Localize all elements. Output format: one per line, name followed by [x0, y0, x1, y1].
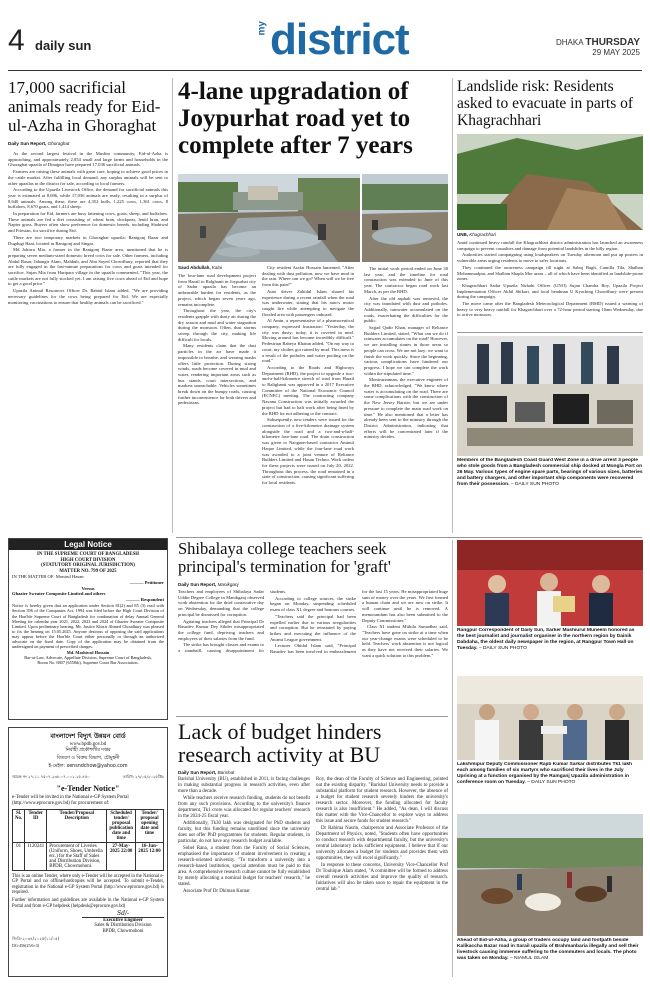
bu-paragraph: Roy, the dean of the Faculty of Science and Engineering, pointed out the existing disparity. "Barishal University needs to provide a substantial platform for student research. However, the absence of a budget for student research severely hinders the university's research sector. Moreover, the funding allocated for faculty research is also insufficient." He added, "As dean, I will discuss this matter with the Vice-Chancellor to explore ways to address this issue and secure funds for student research.": [316, 777, 448, 824]
bu-paragraph: Additionally, Tk30 lakh was designated for PhD students and faculty, but this funding remains unutilised since the university does not offer PhD programmes for students. Regular students, in particular, do not have any research budget available.: [178, 821, 310, 844]
tender-engineer-org: BPDB, Chowmohoni: [102, 928, 144, 934]
shibalaya-paragraph: Lecturer Ohidul Islam said, "Principal Basudev has been involved in embezzlement for the last 15 years. He misappropriated huge sum of money over the years. We first formed a human chain and we are now on strike. It will continue until he is removed. A memorandum has also been submitted to the Deputy Commissioner.": [270, 589, 448, 655]
bu-byline: Daily Sun Report, Barishal: [178, 770, 235, 775]
legal-notice-heading: Legal Notice: [9, 539, 167, 550]
shibalaya-paragraph: The strike has brought classes and exams to a standstill, causing disappointment for students.: [178, 589, 287, 654]
tender-sl: 01: [13, 842, 25, 870]
bu-paragraph: Barishal University (BU), established in 2011, is facing challenges in making substantial progress in research activities, even after more than a decade.: [178, 777, 310, 794]
tender-description: Procurement of Liveries (Uniform, Shoes, Umbrella etc.) for the Staff of Sales and Distribution Division, BPDB, Chowmohoni.: [47, 842, 107, 870]
eid-market-caption: Ahead of Eid-ul-Azha, a group of traders occupy land and footpath beside Kalikaccha Bazar road in Sarail upazila of Brahmanbaria illegally and sell their livestock causing immense suffering to the commuters and locals. The photo was taken on Monday. – NIAMUL ISLAM: [457, 938, 639, 961]
table-row: [13, 842, 164, 870]
tender-id: 1120241: [25, 842, 47, 870]
landslide-paragraph: Amid continued heavy rainfall the Khagrachhari district administration has launched an awareness campaign to prevent casualties and damage from potential landslides in the hilly region.: [457, 240, 643, 251]
road-paragraph: Sajjad Qadir Khan, manager of Reliance Builders Limited, stated, "What can we do if rainwater accumulates on the road? However, we are installing stones in those areas so people can cross. We are not lazy; we want to finish the work quickly. Since the beginning, various complications have hindered our progress. I hope we can complete the work within the stipulated time.": [364, 325, 448, 376]
landslide-story: [457, 78, 643, 330]
road-paragraph: City resident Arafat Hossain lamented, "After dealing with dust pollution, now we have mud in the rain. Where can we go? When will we be free from this pain?": [262, 265, 354, 288]
animals-paragraph: In preparation for Eid, farmers are busy fattening cows, goats, sheep, and buffaloes. These animals are fed a diet consisting of wheat bran, chickpeas, lentil bran, and Napier grass. Buyers often show preference for domestic breeds, including Shahiwal and Friesian, for sacrifice during Eid.: [8, 211, 168, 234]
legal-in-the-matter: IN THE MATTER OF: Monirul Hasan: [12, 574, 84, 580]
animals-paragraph: Md Johirru Mia, a farmer in the Ranigonj Bazar area, mentioned that he is preparing seven medium-sized domestic breed cows for sale. Other farmers, including Abdul Basar, Jahangir Alam, Mahbub, and Abu Sayed Chowdhury, reported that they are fully engaged in the last-minute preparations for cows and goats intended for sacrifice. Sujan Mia from Haripara village in the upazila commented, "This year, the cattle markets are not fully stocked yet. I am raising five cows ahead of Eid and hope to get a good price.": [8, 247, 168, 287]
legal-signatory: Md. Mashiwul Hossain: [66, 650, 110, 656]
masthead-rule: [8, 70, 642, 71]
legal-jurisdiction: (STATUTORY ORIGINAL JURISDICTION): [41, 563, 135, 569]
legal-signatory-room: Room No. 6807 (6558th), Supreme Court Bar Association.: [37, 660, 139, 666]
flooded-road-photo: [178, 174, 360, 262]
legal-notice: [8, 538, 168, 720]
landslide-credit: UNB, Khagrachhari: [457, 232, 497, 237]
bu-story: [178, 770, 448, 978]
dateline: [556, 38, 640, 58]
landslide-photo: [457, 134, 643, 230]
tender-table: [12, 809, 164, 871]
dateline-city: DHAKA: [556, 38, 584, 47]
tender-ad-code-bn: জিডি-২০৩৪/২০২৫(১১/০৫): [12, 935, 60, 941]
animals-headline: 17,000 sacrificial animals ready for Eid-ul-Azha in Ghoraghat: [8, 78, 161, 135]
tender-signature: Sd/-: [117, 910, 129, 918]
tender-title: "e-Tender Notice": [56, 784, 120, 793]
coastguard-photo: [457, 336, 643, 456]
legal-versus: Versus: [81, 585, 95, 591]
road-paragraph: Subsequently, new tenders were issued for the construction of a five-kilometre drainage system alongside the road and a two-and-a-half-kilometre four-lane road. The drain construction was given to Naogaon-based contractor Aminul Haque Limited, while the four-lane road work was awarded to a joint venture of Reliance Builders Limited and Hasan Techno. Work orders for these projects were issued on July 20, 2022. Throughout this process, the road remained in a state of construction, causing significant suffering for local residents.: [262, 417, 354, 486]
rangpur-photo: [457, 540, 643, 626]
coastguard-caption: Members of the Bangladesh Coast Guard West Zone in a drive arrest 3 people who stole goods from a Bangladesh commercial ship docked at Mongla Port on 26 May. Various types of engine spare parts, bearings of various sizes, batteries and battery chargers, and other important ship components were recovered from their possession. – DAILY SUN PHOTO: [457, 458, 643, 487]
tender-division: বিতরণ ও বিক্রয় বিভাগ, চৌমুহনী: [56, 756, 120, 761]
tender-ref: স্মারক নং ২৭.১১.৭৫০৭.২৩৮.০৭.০০২.২৫.৪৫০: [12, 774, 90, 779]
lakshmipur-photo: [457, 676, 643, 760]
shibalaya-byline: Daily Sun Report, Manikganj: [178, 582, 239, 587]
animals-body: [8, 151, 168, 305]
section-rule: [176, 716, 448, 717]
road-paragraph: The initial work period ended on June 30 last year, and the timeline for road construction was extended to June of this year. The contractor began road work last March, as per the RHD.: [364, 266, 448, 294]
tender-footer2: Further information and guidelines are available in the National e-GP System Portal and from e-GP helpdesk (helpdesk@eprocure.gov.bd): [12, 897, 164, 909]
column-divider: [452, 540, 453, 977]
page-number: 4: [8, 24, 25, 57]
section-name: district: [270, 15, 409, 64]
legal-signatory-title: Bar-at-Law, Advocate, Appellate Division, Supreme Court of Bangladesh,: [24, 655, 152, 661]
dateline-day: THURSDAY: [585, 37, 640, 48]
legal-respondent: ——— Respondent: [125, 596, 164, 602]
tender-date: তারিখ: ২৭/০৫/২০২৫খ্রিঃ: [122, 774, 164, 779]
shibalaya-paragraph: According to college sources, the strike began on Monday, suspending scheduled exam of class XI, degree and honours courses.: [270, 595, 356, 613]
shibalaya-paragraph: "Teachers said the principal had been expelled earlier due to various irregularities and corruption. But he reinstated by paying bribes and executing the influence of the Awami League government.: [270, 613, 356, 642]
tender-engineer: Executive Engineer: [82, 917, 164, 924]
section-rule: [457, 332, 643, 333]
dateline-date: 29 MAY 2025: [592, 48, 640, 57]
bu-paragraph: Dr Rahima Nasrin, chairperson and Associate Professor of the Department of Physics, noted, "Students often have opportunities to conduct research with departmental faculty, but the university's central laboratory lacks sufficient equipment. I believe that if our university allocates a budget for students and provides them with opportunities, they will excel significantly.": [316, 826, 448, 861]
road-paragraph: The four-lane road development project from Harail to Ralghanti in Joypurhat city of Sadar upazila has become an unbearable burden for residents, as the project, which began seven years ago, remains incomplete.: [178, 273, 256, 307]
animals-byline: Daily Sun Report, Ghoraghat: [8, 141, 70, 146]
shibalaya-story: [178, 582, 448, 712]
road-photo-credit: Saud Abdullah, Kalai: [178, 265, 222, 270]
legal-respondent-name: Ghazier Sweater Composite Limited and others: [12, 591, 106, 597]
coastguard-caption-credit: – DAILY SUN PHOTO: [510, 482, 559, 487]
road-col-1: [178, 265, 256, 535]
tender-col-header: Sl. No.: [13, 809, 25, 842]
road-paragraph: According to the Roads and Highways Department (RHD), the project to upgrade a two-and-a-half-kilometre stretch of road from Harail to Ralighanti was approved in a 2017 Executive Committee of the National Economic Council (ECNEC) meeting. The contracting company Navana Construction was initially awarded the project but had to halt work after being fined by the RHD for not adhering to the contract.: [262, 364, 354, 416]
landslide-paragraph: Authorities started campaigning using loudspeakers on Tuesday afternoon and put up posters in vulnerable areas urging residents to move to safer locations.: [457, 252, 643, 264]
section-rule: [176, 537, 642, 538]
road-paragraph: Throughout the year, the city's residents grapple with dusty air during the dry season and mud and water stagnation during the monsoon. Often, dust storms sweep through the city, making life difficult for locals.: [178, 308, 256, 342]
seized-goods-photo: [457, 336, 643, 456]
road-paragraph: Auto driver Zahidul Islam shared his experience during a recent rainfall when the road was underwater, stating that his auto's motor caught fire while attempting to navigate the flooded area with passengers onboard.: [262, 288, 354, 317]
tender-org: বাংলাদেশ বিদ্যুৎ উন্নয়ন বোর্ড: [50, 732, 126, 740]
tender-ad-code: DG-456(25/6×3): [12, 942, 40, 948]
animals-paragraph: Farmers are raising these animals with great care, hoping to achieve good prices in the cattle market. After fulfilling local demand, any surplus animals will be sent to other upazilas in the district for sale, according to local farmers.: [8, 169, 168, 186]
bu-col-2: [316, 777, 448, 896]
animals-paragraph: There are two temporary markets in Ghoraghat upazila: Ranigonj Bazar and Dugdugi Haat, located in Ranigonj and Singra.: [8, 234, 168, 246]
bu-paragraph: While teachers receive research funding, students do not benefit from any such provisions. According to the university's finance department, Tk1 crore was allocated for regular teachers' research in the 2024-25 fiscal year.: [178, 796, 310, 819]
section-my-label: my: [256, 21, 268, 36]
tender-notice: [8, 727, 168, 977]
livestock-market-photo: [457, 814, 643, 936]
tender-opening: 16-Jun-2025 12:00: [136, 842, 164, 870]
tender-web: www.bpdb.gov.bd: [69, 742, 107, 747]
tender-col-header: Tender ID: [25, 809, 47, 842]
road-photo: [178, 174, 360, 262]
tender-engineer-div: Sales & Distribution Division: [94, 923, 152, 929]
tender-intro: e-Tender will be invited in the National e-GP System Portal (http://www.eprocure.gov.bd) for procurement of:: [12, 795, 129, 806]
road-paragraph: Moniruzzaman, the executive engineer of the RHD, acknowledged, "We know where water is accumulating on the road. There are some complications with the construction of the New Jersey Barrier, but we are under pressure to complete the main road work on time." He also mentioned that a letter has already been sent to the ministry through the District Administration, indicating that efforts will be concentrated later if the ministry decides.: [364, 377, 448, 440]
road-col-2: [262, 265, 354, 535]
tender-col-header: Tender/Proposal Description: [47, 809, 107, 842]
paper-name: daily sun: [35, 38, 92, 53]
rangpur-caption: Rangpur Correspondent of Daily Sun, Sarker Mashiurul Muneem honored as the best journalist and journalist organiser in the northern region by Dainik Dabdaha, the oldest daily newspaper in the region, at Rangpur Town Hall on Tuesday. – DAILY SUN PHOTO: [457, 628, 635, 651]
shibalaya-paragraph: Teachers and employees of Shibalaya Sadar Uddin Degree College in Manikganj observed work abstention for the third consecutive day on Wednesday, demanding that the college principal be dismissed for corruption.: [178, 589, 264, 617]
eid-market-photo: [457, 814, 643, 936]
bu-paragraph: In response to these concerns, University Vice-Chancellor Prof Dr Touhique Alam stated, "A committee will be formed to address overall research activities and improve the quality of research. Initiatives will also be taken soon to repair the equipment in the central lab.": [316, 863, 448, 892]
shibalaya-headline: Shibalaya college teachers seek principal's termination for 'graft': [178, 540, 391, 576]
animals-paragraph: As the second largest festival in the Muslim community, Eid-ul-Azha is approaching, and approximately 2,054 small and large farms and households in the Ghoraghat upazila of Dinajpur have prepared 17,036 sacrificial animals.: [8, 151, 168, 168]
shibalaya-paragraph: Class XI student Mithila Sumadhar said, "Teachers have gone on strike at a time when our year-change exams were scheduled to be held. Teachers' work abstention is not logical as they have not received their salaries. We want a quick solution to this problem.": [362, 624, 448, 658]
legal-matter: MATTER NO. 799 OF 2025: [59, 568, 117, 574]
bu-paragraph: Sohel Rana, a student from the Faculty of Social Sciences, emphasised the importance of student involvement in creating a research-oriented university. "To transform a university into a research-based institution, special attention must be paid to this area. A comprehensive research culture cannot be fully established by merely allocating a nominal budget for teachers' research," he stated.: [178, 846, 310, 887]
lakshmipur-caption: Lakshmipur Deputy Commissioner Rajib Kumar Sarkar distributes Tk1 lakh each among families of six martyrs who sacrificed their lives in the July Uprising at a function organised by the Ramganj Upazila administration in conference room on Tuesday. – DAILY SUN PHOTO: [457, 762, 633, 785]
shibalaya-paragraph: Agitating teachers alleged that Principal Dr Basudev Kumar Dey Sikder misappropriated the college fund, depriving teachers and employees of their salaries from the fund.: [178, 618, 264, 641]
bu-paragraph: Associate Prof Dr Dhiman Kumar: [183, 889, 250, 894]
eid-market-caption-credit: – NIAMUL ISLAM: [509, 956, 549, 961]
animals-paragraph: Upazila Animal Resources Officer Dr. Rabiul Islam added, "We are providing necessary guidelines for the cows being prepared for Eid. We are especially monitoring vaccinations to ensure that healthy animals can be sacrificed.": [8, 288, 168, 305]
hill-slope-photo: [457, 134, 643, 230]
legal-court: IN THE SUPREME COURT OF BANGLADESH: [37, 552, 139, 557]
landslide-headline: Landslide risk: Residents asked to evacuate in parts of Khagrachhari: [457, 78, 634, 129]
compensation-distribution-photo: [457, 676, 643, 760]
animals-story: [8, 78, 168, 533]
bu-col-1: [178, 777, 310, 896]
landslide-paragraph: They continued the awareness campaign till night at Sabuj Bagh, Camilla Tila, Shalban Mohammadpur, and Shalban Shapla Mor areas – all of which have been identified as landslide-prone zones.: [457, 264, 643, 282]
column-divider: [172, 78, 173, 533]
legal-petitioner: ——— Petitioner: [129, 579, 164, 585]
legal-division: HIGH COURT DIVISION: [60, 557, 116, 563]
landslide-paragraph: Khagrachhari Sadar Upazila Nirbahi Officer (UNO) Sujan Chandra Roy, Upazila Project Implementation Officer Akhil Shikari, and local headman U Kyaching Chowdhury were present during the campaign.: [457, 282, 643, 300]
lakshmipur-caption-credit: – DAILY SUN PHOTO: [527, 780, 576, 785]
tender-email: ই-মেইল: xensndchow@yahoo.com: [48, 764, 128, 769]
road-paragraph: Al Amin, a representative of a pharmaceutical company, expressed frustration: "Yesterday, the city was dusty; today, it is covered in mud. Moving around has become incredibly difficult." Pedestrian Rabeya Khatun added, "On my way to court, my clothes got ruined by mud. This mess is a result of the potholes and water pooling on the road.": [262, 318, 354, 364]
masthead: [0, 0, 650, 72]
animals-paragraph: According to the Upazila Livestock Office, the demand for sacrificial animals this year is estimated at 8,696, while 17,036 animals are ready, resulting in a surplus of 8,640 animals. Among these, there are 4,352 bulls, 1,225 cows, 1,361 cows, 8 buffaloes, 8,670 goats, and 1,414 sheep.: [8, 187, 168, 210]
road-col-3-body: [364, 266, 448, 536]
tender-publication: 27-May-2025 22:00: [107, 842, 136, 870]
road-paragraph: After the old asphalt was removed, the city was inundated with dust and potholes. Additionally, rainwater accumulated on the roads, exacerbating the difficulties for the public.: [364, 295, 448, 324]
tender-office: নির্বাহী প্রকৌশলীর দপ্তর: [65, 748, 111, 753]
tender-col-header: Scheduled tender/ proposal publication date and time: [107, 809, 136, 842]
landslide-paragraph: The move came after the Bangladesh Meteorological Department (BMD) issued a warning of heavy to very heavy rainfall for Khagrachhari over a 72-hour period starting 10am Wednesday, due to active monsoon.: [457, 301, 643, 318]
rangpur-caption-credit: – DAILY SUN PHOTO: [478, 646, 527, 651]
tender-header-row: [13, 809, 164, 842]
road-paragraph: Many residents claim that the dust particles in the air have made it impossible to breathe, and wearing masks offers little protection. During strong winds, roads become covered in mud and water, rendering important areas such as bus stands, court intersections, and markets unreachable. Vehicles sometimes break down on the bumpy roads, causing further inconvenience for both drivers and pedestrians.: [178, 343, 256, 406]
bu-headline: Lack of budget hinders research activity at BU: [178, 720, 382, 766]
tender-footer1: This is an online Tender, where only e-Tender will be accepted in the National e-GP Portal and no offline/hardcopies will be accepted. To submit e-Tender, registration in the National e-GP System Portal (http://www.eprocure.gov.bd) is required.: [12, 873, 164, 896]
legal-body: Notice is hereby given that an application under Section 81(2) and 85 (3) read with Section 396 of the Companies Act, 1994 was filed before the High Court Division of the Hon'ble Supreme Court of Bangladesh for condonation of delay Annual General Meeting for calendar year 2021, 2022, 2023 and 2024 of Ghazier Sweater Composite Limited. Upon preliminary hearing, Mr. Justice Khizir Ahmed Choudhury was pleased to fix the hearing on 15.05.2025. Anyone desirous of opposing the said applications may appear before the Hon'ble Court either personally or through an authorized advocate on the fixed date. Copy of the application may be obtained from the undersigned on payment of prescribed charges.: [12, 603, 164, 650]
tender-col-header: Tender/ proposal opening date and time: [136, 809, 164, 842]
award-ceremony-photo: [457, 540, 643, 626]
column-divider: [452, 78, 453, 533]
road-headline: 4-lane upgradation of Joypurhat road yet to complete after 7 years: [178, 78, 413, 159]
